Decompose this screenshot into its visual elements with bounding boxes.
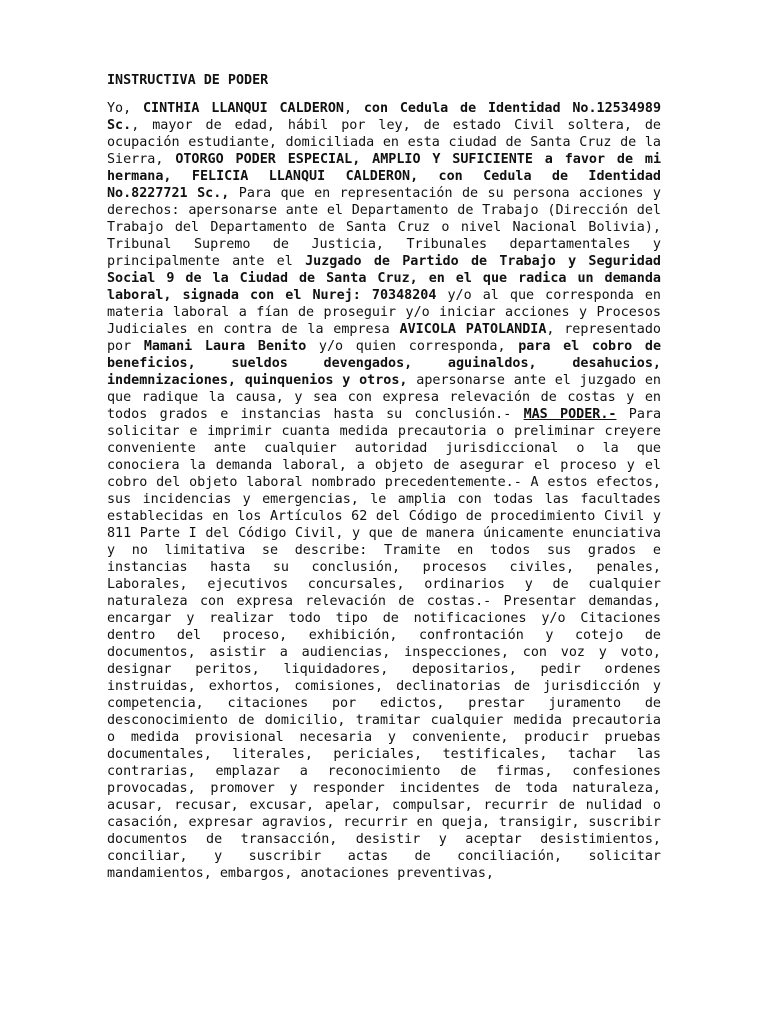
text-segment: y/o al que corresponda en materia laboral a fían de proseguir y/o iniciar acciones y Procesos Judiciales en contra de la empresa	[107, 288, 661, 337]
grantor-id: con Cedula de Identidad No.12534989 Sc.	[107, 101, 662, 133]
text-segment: Para que en representación de su persona acciones y derechos: apersonarse ante el Departamento de Trabajo (Dirección del Trabajo del Departamento de Santa Cruz o nivel Nacional Bolivia), Tribunal Supremo de Justicia, Tribunales departamentales y principalmente ante el	[107, 186, 661, 269]
company-name: AVICOLA PATOLANDIA	[399, 322, 547, 337]
text-segment: Yo,	[107, 101, 143, 116]
claims-clause: para el cobro de beneficios, sueldos devengados, aguinaldos, desahucios, indemnizaciones, quinquenios y otros,	[107, 339, 662, 388]
text-segment: ,	[343, 101, 364, 116]
representative-name: Mamani Laura Benito	[143, 339, 307, 354]
mas-poder-heading: MAS PODER.-	[523, 407, 617, 422]
text-segment: Para solicitar e imprimir cuanta medida precautoria o preliminar creyere conveniente ante cualquier autoridad jurisdiccional o la que conociera la demanda laboral, a objeto de asegurar el proceso y el cobro del objeto laboral nombrado precedentemente.- A estos efectos, sus incidencias y emergencias, le amplia con todas las facultades establecidas en los Artículos 62 del Código de procedimiento Civil y 811 Parte I del Código Civil, y que de manera únicamente enunciativa y no limitativa se describe: Tramite en todos sus grados e instancias hasta su conclusión, procesos civiles, penales, Laborales, ejecutivos concursales, ordinarios y de cualquier naturaleza con expresa relevación de costas.- Presentar demandas, encargar y realizar todo tipo de notificaciones y/o Citaciones dentro del proceso, exhibición, confrontación y cotejo de documentos, asistir a audiencias, inspecciones, con voz y voto, designar peritos, liquidadores, depositarios, pedir ordenes instruidas, exhortos, comisiones, declinatorias de jurisdicción y competencia, citaciones por edictos, prestar juramento de desconocimiento de domicilio, tramitar cualquier medida precautoria o medida provisional necesaria y conveniente, producir pruebas documentales, literales, periciales, testificales, tachar las contrarias, emplazar a reconocimiento de firmas, confesiones provocadas, promover y responder incidentes de toda naturaleza, acusar, recusar, excusar, apelar, compulsar, recurrir de nulidad o casación, expresar agravios, recurrir en queja, transigir, suscribir documentos de transacción, desistir y aceptar desistimientos, conciliar, y suscribir actas de conciliación, solicitar mandamientos, embargos, anotaciones preventivas,	[107, 407, 662, 881]
court-reference: Juzgado de Partido de Trabajo y Seguridad Social 9 de la Ciudad de Santa Cruz, en el que radica un demanda laboral, signada con el Nurej: 70348204	[107, 254, 661, 303]
power-grant-clause: OTORGO PODER ESPECIAL, AMPLIO Y SUFICIENTE a favor de mi hermana, FELICIA LLANQUI CALDERON, con Cedula de Identidad No.8227721 Sc.,	[107, 152, 662, 201]
text-segment: y/o quien corresponda,	[306, 339, 519, 354]
document-title: INSTRUCTIVA DE PODER	[107, 73, 269, 88]
document-page	[107, 72, 661, 882]
grantor-name: CINTHIA LLANQUI CALDERON	[143, 101, 344, 116]
text-segment: apersonarse ante el juzgado en que radique la causa, y sea con expresa relevación de costas y en todos grados e instancias hasta su conclusión.-	[107, 373, 661, 422]
text-segment: , representado por	[107, 322, 661, 354]
document-body	[107, 100, 661, 882]
text-segment: , mayor de edad, hábil por ley, de estado Civil soltera, de ocupación estudiante, domiciliada en esta ciudad de Santa Cruz de la Sierra,	[107, 118, 661, 167]
